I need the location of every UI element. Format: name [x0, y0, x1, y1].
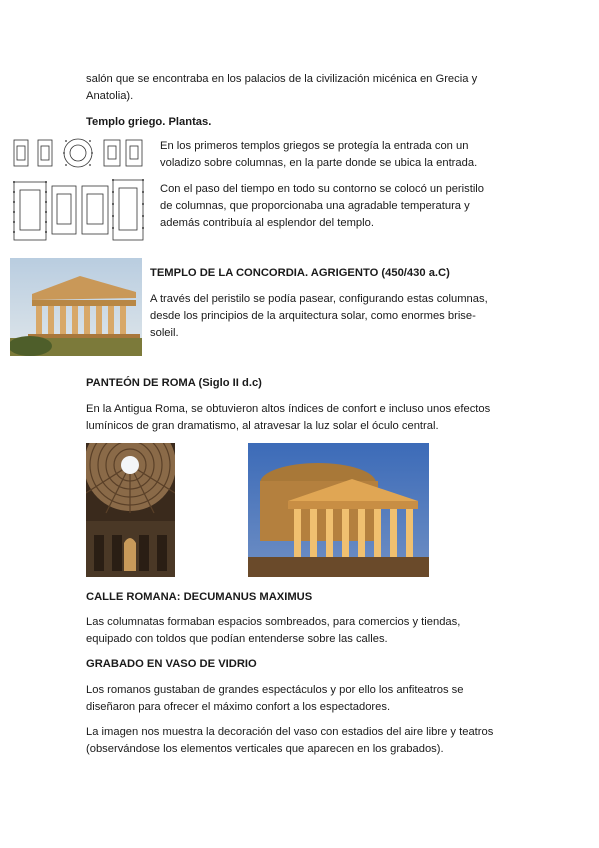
street-line-2: equipado con toldos que podían entenderse sobre las calles.	[86, 633, 388, 645]
pantheon-exterior-photo	[248, 443, 429, 577]
pantheon-interior-photo	[86, 443, 175, 577]
intro-line-1: salón que se encontraba en los palacios de la civilización micénica en Grecia y	[86, 73, 478, 85]
glass-para1-line2: diseñaron para ofrecer el máximo confort a los espectadores.	[86, 701, 391, 713]
street-line-1: Las columnatas formaban espacios sombreados, para comercios y tiendas,	[86, 616, 461, 628]
greek-temple-para1-line2: voladizo sobre columnas, en la parte donde se ubica la entrada.	[160, 157, 478, 169]
glass-heading: GRABADO EN VASO DE VIDRIO	[86, 658, 257, 670]
concordia-line-2: desde los principios de la arquitectura solar, como enormes brise-	[150, 310, 476, 322]
concordia-line-1: A través del peristilo se podía pasear, configurando estas columnas,	[150, 293, 488, 305]
greek-temple-para2-line3: además contribuía al esplendor del templo.	[160, 217, 374, 229]
greek-temple-para2-line2: de columnas, que proporcionaba una agradable temperatura y	[160, 200, 470, 212]
pantheon-line-1: En la Antigua Roma, se obtuvieron altos índices de confort e incluso unos efectos	[86, 403, 491, 415]
greek-temple-para1-line1: En los primeros templos griegos se protegía la entrada con un	[160, 140, 469, 152]
greek-temple-plans-figure	[10, 136, 145, 244]
greek-temple-heading: Templo griego. Plantas.	[86, 116, 212, 128]
street-heading: CALLE ROMANA: DECUMANUS MAXIMUS	[86, 591, 313, 603]
greek-temple-para2-line1: Con el paso del tiempo en todo su contorno se colocó un peristilo	[160, 183, 485, 195]
pantheon-line-2: lumínicos de gran dramatismo, al atravesar la luz solar el óculo central.	[86, 420, 439, 432]
concordia-temple-photo	[10, 258, 142, 356]
glass-para2-line2: (observándose los elementos verticales que aparecen en los grabados).	[86, 743, 444, 755]
pantheon-heading: PANTEÓN DE ROMA (Siglo II d.c)	[86, 377, 262, 389]
intro-line-2: Anatolia).	[86, 90, 134, 102]
concordia-heading: TEMPLO DE LA CONCORDIA. AGRIGENTO (450/430 a.C)	[150, 267, 450, 279]
glass-para1-line1: Los romanos gustaban de grandes espectáculos y por ello los anfiteatros se	[86, 684, 464, 696]
concordia-line-3: soleil.	[150, 327, 179, 339]
glass-para2-line1: La imagen nos muestra la decoración del vaso con estadios del aire libre y teatros	[86, 726, 494, 738]
